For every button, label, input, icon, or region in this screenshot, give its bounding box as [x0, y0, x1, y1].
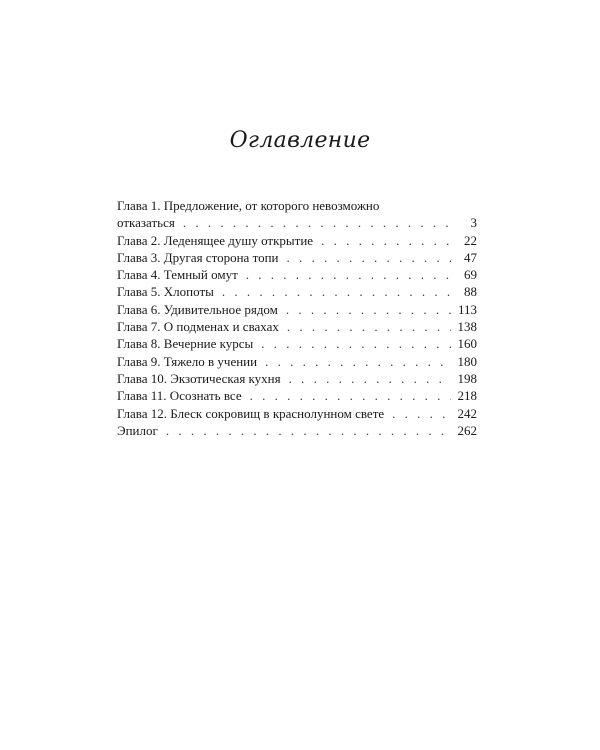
toc-line: [117, 387, 477, 404]
toc-page-number: 3: [470, 215, 477, 231]
toc-line: [117, 353, 477, 370]
toc-dot-leader: [246, 266, 451, 283]
toc-line: [117, 249, 477, 266]
toc-line: [117, 318, 477, 335]
toc-line: [117, 283, 477, 300]
toc-dot-leader: [166, 422, 451, 439]
toc-entry-title: Глава 3. Другая сторона топи: [117, 249, 279, 265]
toc-entry: [117, 232, 477, 249]
toc-dot-leader: [287, 318, 451, 335]
toc-entry-title: Глава 7. О подменах и свахах: [117, 319, 279, 335]
toc-line: [117, 335, 477, 352]
toc-line: [117, 405, 477, 422]
toc-entry: [117, 249, 477, 266]
toc-entry-title: Глава 9. Тяжело в учении: [117, 353, 258, 369]
toc-dot-leader: [261, 335, 451, 352]
toc-page-number: 218: [457, 388, 477, 404]
toc-page-number: 88: [464, 284, 477, 300]
table-of-contents: [117, 197, 477, 439]
toc-line: [117, 370, 477, 387]
toc-entry-title: Глава 6. Удивительное рядом: [117, 301, 278, 317]
toc-entry-title: Эпилог: [117, 422, 158, 438]
toc-entry: [117, 318, 477, 335]
toc-dot-leader: [289, 370, 451, 387]
toc-entry: [117, 301, 477, 318]
toc-dot-leader: [392, 405, 451, 422]
toc-page-number: 180: [457, 353, 477, 369]
toc-line: [117, 301, 477, 318]
toc-dot-leader: [321, 232, 451, 249]
toc-entry-title: Глава 2. Леденящее душу открытие: [117, 232, 314, 248]
toc-entry-title: Глава 8. Вечерние курсы: [117, 336, 254, 352]
toc-entry-title: отказаться: [117, 215, 175, 231]
toc-line: [117, 266, 477, 283]
toc-page-number: 69: [464, 267, 477, 283]
toc-entry: [117, 370, 477, 387]
toc-entry-title: Глава 1. Предложение, от которого невозможно: [117, 198, 380, 213]
toc-page-number: 160: [457, 336, 477, 352]
toc-page-number: 262: [457, 422, 477, 438]
toc-page-number: 47: [464, 249, 477, 265]
toc-page-number: 22: [464, 232, 477, 248]
toc-dot-leader: [265, 353, 451, 370]
toc-dot-leader: [286, 301, 451, 318]
toc-entry: [117, 283, 477, 300]
toc-entry: [117, 422, 477, 439]
toc-entry: [117, 197, 477, 232]
toc-line: [117, 232, 477, 249]
page-title: Оглавление: [229, 128, 371, 153]
toc-page-number: 198: [457, 370, 477, 386]
toc-line: [117, 422, 477, 439]
toc-line: [117, 214, 477, 231]
toc-entry-title: Глава 5. Хлопоты: [117, 284, 214, 300]
toc-entry: [117, 335, 477, 352]
toc-entry: [117, 266, 477, 283]
toc-entry-title: Глава 11. Осознать все: [117, 388, 242, 404]
toc-page-number: 138: [457, 319, 477, 335]
toc-entry-title: Глава 10. Экзотическая кухня: [117, 370, 281, 386]
toc-dot-leader: [222, 283, 451, 300]
toc-entry-title: Глава 4. Темный омут: [117, 267, 238, 283]
toc-dot-leader: [250, 387, 451, 404]
toc-entry: [117, 387, 477, 404]
toc-page-number: 113: [457, 301, 477, 317]
toc-dot-leader: [183, 214, 451, 231]
toc-entry-title: Глава 12. Блеск сокровищ в краснолунном свете: [117, 405, 385, 421]
toc-line: [117, 197, 477, 214]
toc-page-number: 242: [457, 405, 477, 421]
toc-entry: [117, 353, 477, 370]
toc-dot-leader: [287, 249, 452, 266]
toc-entry: [117, 405, 477, 422]
